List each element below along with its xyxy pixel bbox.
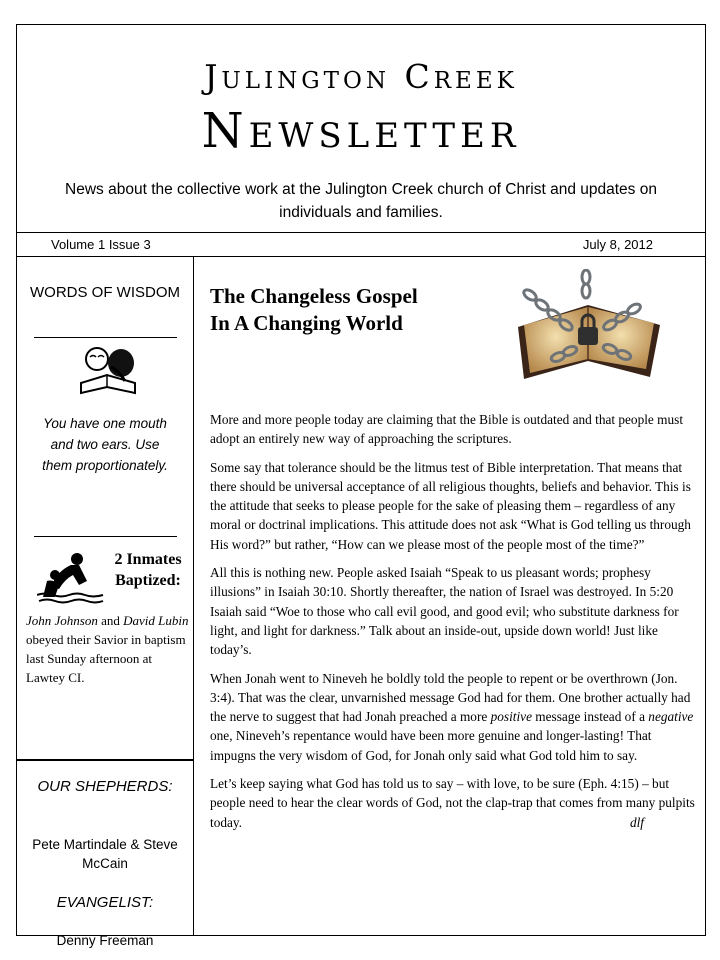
article-paragraph: Let’s keep saying what God has told us to say – with love, to be sure (Eph. 4:15) – but people need to hear the clear words of God, not the clap-trap that comes from many pulpits today. dlf [210,774,696,832]
shepherds-names: Pete Martindale & Steve McCain [32,837,178,871]
evangelist-heading: EVANGELIST: [56,894,154,911]
divider [34,536,177,537]
evangelist-name: Denny Freeman [56,933,154,948]
baptism-silhouette-icon [37,553,105,605]
main-article [194,257,705,935]
masthead-title-line1: Julington Creek [204,57,518,96]
author-signature: dlf [629,814,644,830]
masthead-subtitle: News about the collective work at the Julington Creek church of Christ and updates on individuals and families. [65,181,657,221]
sidebar [17,257,194,948]
baptism-note: John Johnson and David Lubin obeyed their Savior in baptism last Sunday afternoon at Lawtey CI. [26,613,189,685]
divider [34,337,177,338]
reading-child-icon [77,345,139,401]
shepherds-heading: OUR SHEPHERDS: [37,778,173,795]
issue-date: July 8, 2012 [582,237,653,252]
article-title: The Changeless Gospel In A Changing World [210,284,418,335]
issue-volume: Volume 1 Issue 3 [51,237,151,252]
masthead [17,25,705,233]
divider [17,759,193,761]
issue-info-bar [17,232,705,257]
baptism-name-2: David Lubin [123,613,189,628]
newsletter-page [16,24,706,948]
article-body [210,410,696,841]
article-paragraph: Some say that tolerance should be the litmus test of Bible interpretation. That means that there should be universal acceptance of all religious thoughts, beliefs and behavior. This is the attitude that seeks to please people for the sake of pleasing them – regardless of any moral or doctrinal implications. This attitude does not ask “What is God telling us through His word?” but rather, “How can we please most of the people most of the time?” [210,459,691,552]
wisdom-quote: You have one mouth and two ears. Use them proportionately. [42,416,168,473]
article-paragraph: When Jonah went to Nineveh he boldly told the people to repent or be overthrown (Jon. 3:4). That was the clear, unvarnished message God had for them. One brother actually had the nerve to suggest that had Jonah preached a more positive message instead of a negative one, Nineveh’s repentance would have been more genuine and longer-lasting! That impugns the very wisdom of God, for Jonah only said what God told him to say. [210,670,694,763]
words-of-wisdom-heading: WORDS OF WISDOM [30,284,180,301]
baptism-heading: 2 Inmates Baptized: [114,551,182,589]
article-paragraph: More and more people today are claiming that the Bible is outdated and that people must adopt an entirely new way of approaching the scriptures. [210,412,684,447]
article-paragraph: All this is nothing new. People asked Isaiah “Speak to us pleasant words; prophesy illusions” in Isaiah 30:10. Shortly thereafter, the nation of Israel was destroyed. In 5:20 Isaiah said “Woe to those who call evil good, and good evil; who substitute darkness for light, and light for darkness.” Talk about an inside-out, upside down world! Just like today’s. [210,565,679,658]
masthead-title-line2: Newsletter [201,103,521,159]
baptism-name-1: John Johnson [26,613,98,628]
chained-bible-image [500,269,676,387]
